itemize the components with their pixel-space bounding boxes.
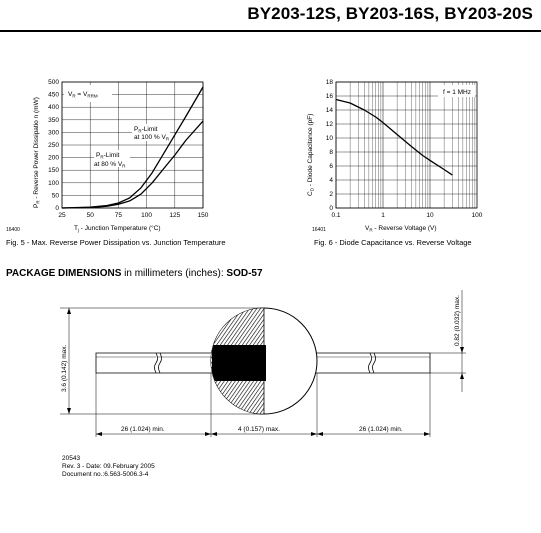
fig6-code: 16401 [312, 227, 326, 233]
fig5-x-tick-label: 100 [141, 212, 153, 219]
fig6-y-tick-label: 14 [325, 107, 333, 114]
fig5-y-tick-label: 500 [48, 79, 59, 86]
fig5-caption: Fig. 5 - Max. Reverse Power Dissipation vs. Junction Temperature [6, 238, 226, 247]
fig5-label-a-line1: $P_R$-Limit [134, 126, 158, 134]
fig5-y-tick-label: 200 [48, 154, 59, 162]
fig5-y-tick-label: 250 [48, 142, 59, 149]
document-footer [62, 455, 155, 479]
fig6-y-tick-label: 8 [329, 149, 333, 156]
fig6-y-tick-label: 0 [329, 205, 333, 212]
fig5-y-tick-label: 50 [51, 192, 59, 200]
dim-body-label: 4 (0.157) max. [238, 426, 280, 433]
dim-lead-left-label: 26 (1.024) min. [121, 426, 165, 433]
fig6-y-tick-label: 12 [325, 121, 333, 128]
figure-6-chart [307, 79, 483, 247]
lead-right [314, 353, 430, 373]
fig6-inset-label: f = 1 MHz [443, 89, 471, 96]
package-drawing [60, 290, 466, 437]
fig5-x-tick-label: 150 [197, 212, 209, 219]
figure-5-chart [6, 79, 226, 247]
fig6-x-tick-label: 100 [471, 212, 483, 219]
fig5-x-tick-label: 75 [114, 212, 123, 219]
fig6-y-tick-label: 6 [329, 163, 333, 170]
fig6-x-axis-label: $V_R$ - Reverse Voltage (V) [365, 225, 437, 233]
fig5-x-tick-label: 25 [58, 212, 66, 219]
fig5-x-axis-label: $T_j$ - Junction Temperature (°C) [74, 225, 161, 233]
fig5-y-axis-label: $P_R$ - Reverse Power Dissipatio n (mW) [33, 97, 41, 208]
document-title: BY203-12S, BY203-16S, BY203-20S [247, 4, 533, 23]
fig5-y-tick-label: 300 [48, 129, 59, 137]
fig5-label-b-line1: $P_R$-Limit [96, 152, 120, 160]
fig6-x-tick-label: 10 [426, 212, 434, 219]
fig5-y-tick-label: 400 [48, 104, 59, 112]
dim-lead-diameter-label: 0.82 (0.032) max. [454, 295, 461, 346]
footer-revision: Rev. 3 - Date: 09.February 2005 [62, 463, 155, 470]
fig5-inset-label: $V_R = V_{RRM}$ [68, 91, 98, 99]
fig5-x-tick-label: 50 [86, 212, 94, 219]
package-section-title: PACKAGE DIMENSIONS in millimeters (inches): SOD-57 [6, 268, 263, 279]
footer-document: Document no.:6.563-5006.3-4 [62, 471, 149, 478]
fig5-y-tick-label: 0 [55, 205, 59, 212]
fig5-y-tick-label: 450 [48, 91, 59, 99]
fig5-code: 16400 [6, 227, 20, 233]
fig5-y-tick-label: 100 [48, 179, 59, 187]
fig6-plot-frame [336, 82, 477, 208]
fig6-x-tick-label: 0.1 [331, 212, 341, 219]
dim-lead-right-label: 26 (1.024) min. [359, 426, 403, 433]
fig5-label-a-line2: at 100 % $V_R$ [134, 134, 170, 142]
fig6-y-tick-label: 18 [325, 79, 333, 86]
fig5-y-tick-label: 150 [48, 167, 59, 175]
fig5-x-tick-label: 125 [169, 212, 181, 219]
cathode-core [212, 345, 266, 381]
fig6-y-tick-label: 2 [329, 191, 333, 198]
fig5-label-b-line2: at 80 % $V_R$ [94, 161, 126, 169]
fig6-y-tick-label: 10 [325, 135, 333, 142]
fig6-x-tick-label: 1 [381, 212, 385, 219]
fig5-y-tick-label: 350 [48, 116, 59, 124]
fig6-y-axis-label: $C_D$ - Diode Capacitance (pF) [307, 113, 315, 196]
footer-code: 20543 [62, 455, 81, 462]
fig6-y-tick-label: 4 [329, 177, 333, 184]
dim-diameter-label: 3.6 (0.142) max. [61, 344, 68, 392]
fig6-y-tick-label: 16 [325, 93, 333, 100]
fig6-caption: Fig. 6 - Diode Capacitance vs. Reverse Voltage [314, 238, 472, 247]
